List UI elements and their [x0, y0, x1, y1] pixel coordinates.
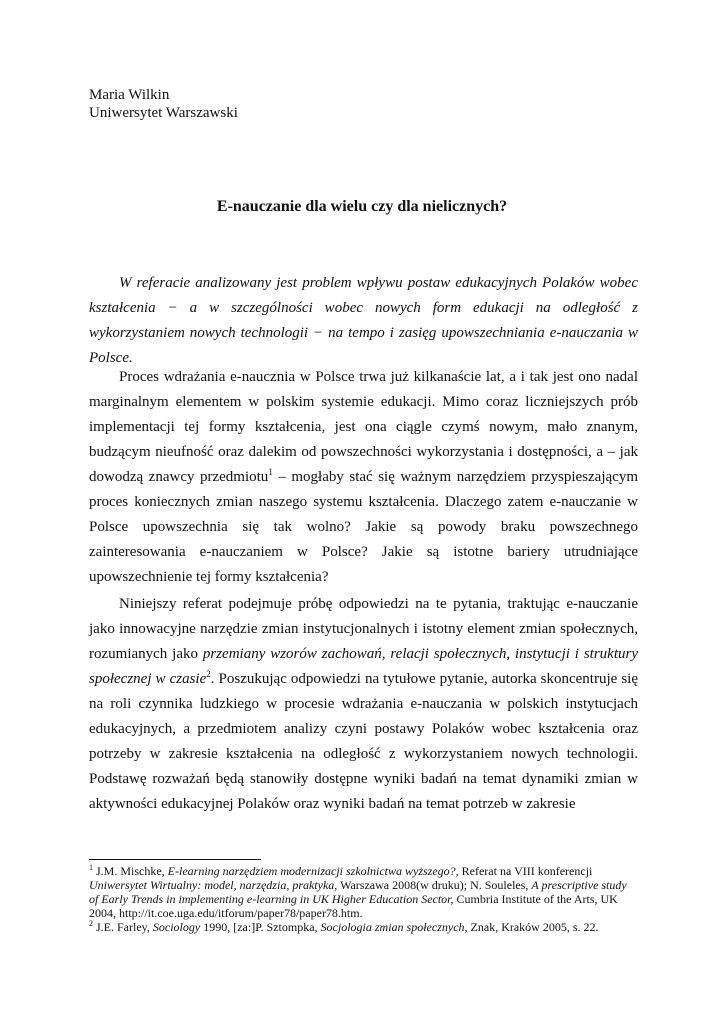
footnote-1-text: J.M. Mischke,: [93, 864, 168, 878]
footnote-1-text: Cumbria Institute of the Arts, UK 2004, http://it.coe.uga.edu/itforum/paper78/paper78.htm.: [89, 892, 618, 920]
footnote-2-text: 1990, [za:]P. Sztompka,: [200, 920, 321, 934]
footnote-1-italic: A prescriptive study of Early Trends in implementing e-learning in UK Higher Education Sector,: [89, 878, 627, 906]
paragraph-1-part-a: Proces wdrażania e-naucznia w Polsce trwa już kilkanaście lat, a i tak jest ono nadal marginalnym elementem w polskim systemie edukacji. Mimo coraz liczniejszych prób implementacji tej formy kształcenia, jest ona ciągle czymś nowym, mało znanym, budzącym nieufność oraz dalekim od powszechności wykorzystania i dostępności, a – jak dowodzą znawcy przedmiotu: [89, 369, 638, 485]
paragraph-1-part-b: – mogłaby stać się ważnym narzędziem przyspieszającym proces koniecznych zmian naszego systemu kształcenia. Dlaczego zatem e-nauczanie w Polsce upowszechnia się tak wolno? Jakie są powody braku powszechnego zainteresowania e-nauczaniem w Polsce? Jakie są istotne bariery utrudniające upowszechnienie tej formy kształcenia?: [89, 469, 638, 585]
abstract: [89, 271, 638, 371]
footnote-ref-2: 2: [206, 669, 211, 679]
footnote-1-number: 1: [89, 863, 93, 872]
footnote-2-number: 2: [89, 919, 93, 928]
author-name: Maria Wilkin: [89, 87, 170, 103]
paragraph-1: [89, 365, 638, 590]
footnote-1: [89, 864, 638, 920]
paragraph-2: [89, 592, 638, 817]
paragraph-2-text: [89, 592, 638, 817]
paragraph-2-part-a: Niniejszy referat podejmuje próbę odpowiedzi na te pytania, traktując e-nauczanie jako innowacyjne narzędzie zmian instytucjonalnych i istotny element zmian społecznych, rozumianych jako: [89, 596, 638, 662]
author-affiliation: Uniwersytet Warszawski: [89, 105, 238, 121]
footnote-2: [89, 920, 638, 934]
footnote-1-italic: E-learning narzędziem modernizacji szkolnictwa wyższego?,: [167, 864, 459, 878]
footnote-2-italic: Socjologia zmian społecznych: [320, 920, 465, 934]
footnote-2-italic: Sociology: [152, 920, 201, 934]
footnote-2-text: J.E. Farley,: [93, 920, 153, 934]
footnote-ref-1: 1: [268, 467, 273, 477]
footnotes: [89, 864, 638, 934]
footnote-1-text: Referat na VIII konferencji: [458, 864, 593, 878]
abstract-text: W referacie analizowany jest problem wpływu postaw edukacyjnych Polaków wobec kształcenia − a w szczególności wobec nowych form edukacji na odległość z wykorzystaniem nowych technologii − na tempo i zasięg upowszechniania e-nauczania w Polsce.: [89, 275, 638, 366]
paragraph-2-part-b: . Poszukując odpowiedzi na tytułowe pytanie, autorka skoncentruje się na roli czynnika ludzkiego w procesie wdrażania e-nauczania w polskich instytucjach edukacyjnych, a przedmiotem analizy czyni postawy Polaków wobec kształcenia oraz potrzeby w zakresie kształcenia na odległość z wykorzystaniem nowych technologii. Podstawę rozważań będą stanowiły dostępne wyniki badań na temat dynamiki zmian w aktywności edukacyjnej Polaków oraz wyniki badań na temat potrzeb w zakresie: [89, 671, 638, 812]
footnote-2-text: , Znak, Kraków 2005, s. 22.: [464, 920, 599, 934]
paragraph-1-text: [89, 365, 638, 590]
paragraph-2-italic: przemiany wzorów zachowań, relacji społecznych, instytucji i struktury społecznej w czasie: [89, 646, 638, 687]
author-block: [89, 86, 238, 122]
footnote-1-text: , Warszawa 2008(w druku); N. Souleles,: [334, 878, 532, 892]
paper-title: E-nauczanie dla wielu czy dla nielicznych?: [216, 198, 508, 215]
footnote-separator: [89, 859, 261, 860]
footnote-1-italic: Uniwersytet Wirtualny: model, narzędzia, praktyka: [89, 878, 335, 892]
